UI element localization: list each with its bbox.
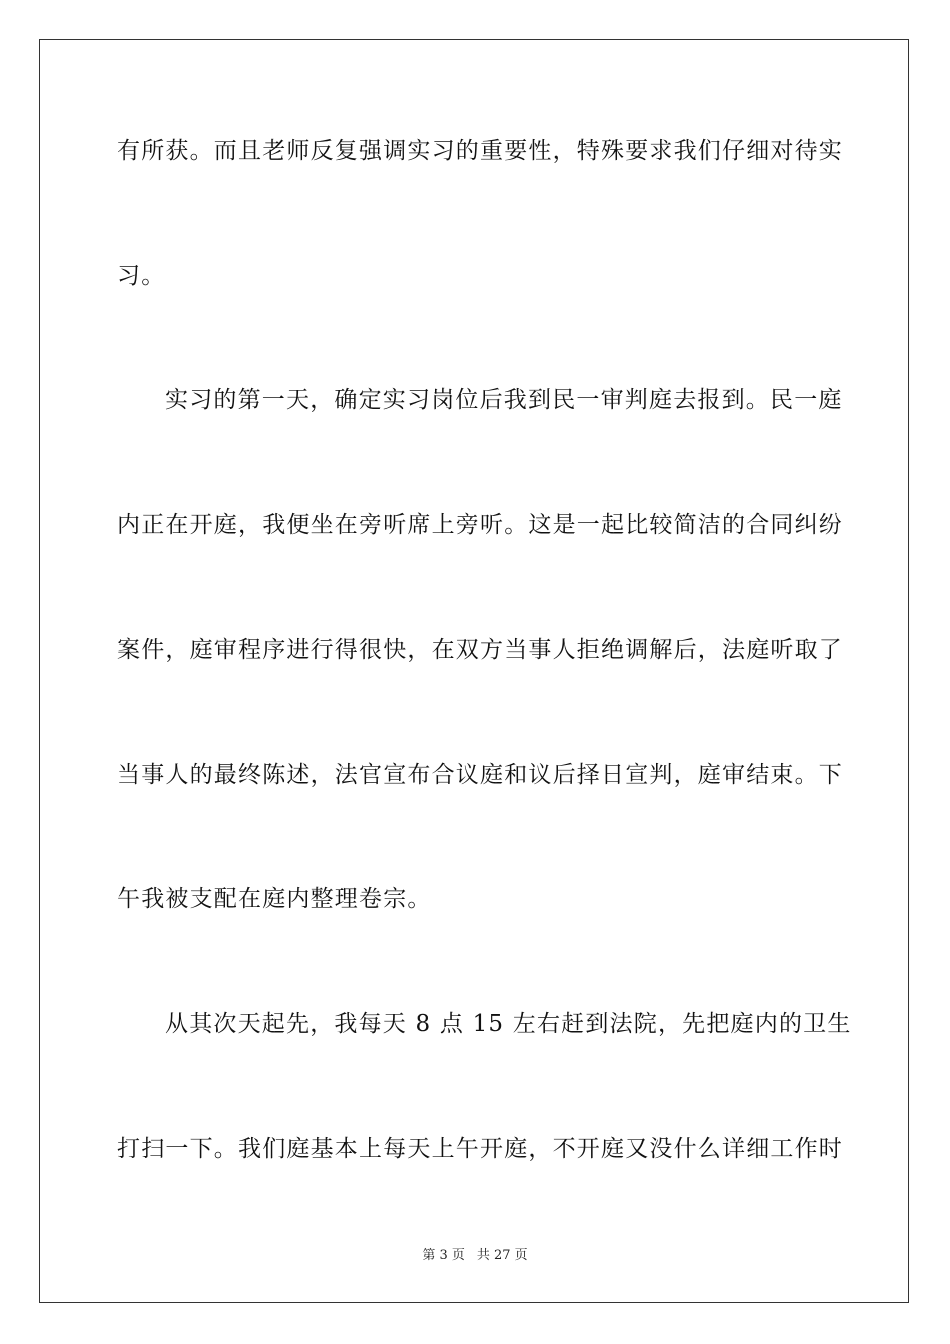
page-total: 共 27 页 — [476, 1248, 528, 1263]
text-line-8: 从其次天起先，我每天 8 点 15 左右赶到法院，先把庭内的卫生 — [165, 1011, 852, 1037]
text-line-5: 案件，庭审程序进行得很快，在双方当事人拒绝调解后，法庭听取了 — [117, 637, 843, 663]
text-line-3: 实习的第一天，确定实习岗位后我到民一审判庭去报到。民一庭 — [165, 387, 843, 413]
text-line-1: 有所获。而且老师反复强调实习的重要性，特殊要求我们仔细对待实 — [117, 138, 843, 164]
text-line-6: 当事人的最终陈述，法官宣布合议庭和议后择日宣判，庭审结束。下 — [117, 762, 843, 788]
text-line-2: 习。 — [117, 263, 166, 289]
text-line-7: 午我被支配在庭内整理卷宗。 — [117, 886, 432, 912]
page-footer — [0, 1247, 950, 1265]
page-number: 第 3 页 — [422, 1248, 465, 1263]
text-line-9: 打扫一下。我们庭基本上每天上午开庭，不开庭又没什么详细工作时 — [117, 1136, 843, 1162]
text-line-4: 内正在开庭，我便坐在旁听席上旁听。这是一起比较简洁的合同纠纷 — [117, 512, 843, 538]
page-border — [39, 39, 909, 1303]
